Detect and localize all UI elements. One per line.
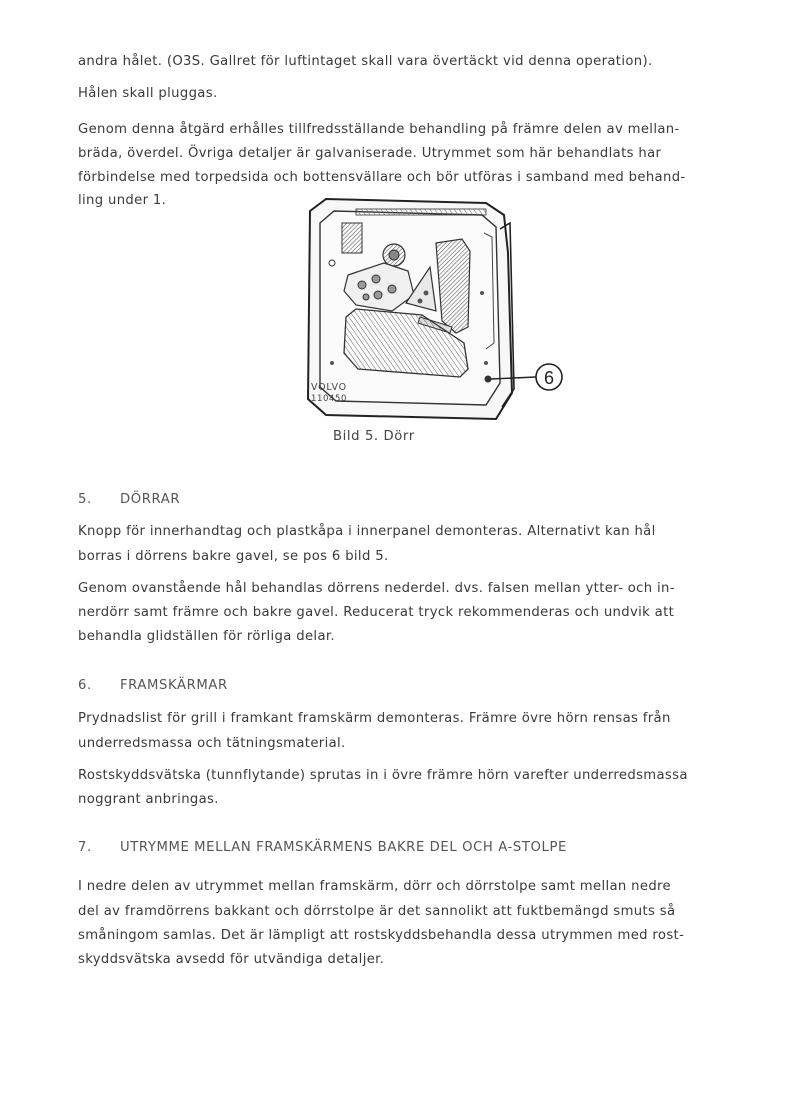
section-number: 5. (78, 492, 92, 507)
intro-line: Genom denna åtgärd erhålles tillfredsställande behandling på främre delen av mellan- (78, 122, 680, 137)
section-title: UTRYMME MELLAN FRAMSKÄRMENS BAKRE DEL OCH A-STOLPE (120, 840, 567, 855)
paragraph-line: I nedre delen av utrymmet mellan framskärm, dörr och dörrstolpe samt mellan nedre (78, 879, 671, 894)
intro-line: andra hålet. (O3S. Gallret för luftintaget skall vara övertäckt vid denna operation). (78, 54, 653, 69)
section-number: 7. (78, 840, 92, 855)
paragraph-line: nerdörr samt främre och bakre gavel. Reducerat tryck rekommenderas och undvik att (78, 605, 675, 620)
section-title: DÖRRAR (120, 492, 181, 507)
section-number: 6. (78, 678, 92, 693)
door-illustration (296, 193, 576, 429)
intro-line: Hålen skall pluggas. (78, 86, 218, 101)
section-title: FRAMSKÄRMAR (120, 678, 228, 693)
section-heading (78, 678, 228, 693)
intro-line: ling under 1. (78, 193, 167, 208)
paragraph-line: noggrant anbringas. (78, 792, 219, 807)
section-heading (78, 492, 180, 507)
paragraph-line: Knopp för innerhandtag och plastkåpa i innerpanel demonteras. Alternativt kan hål (78, 524, 656, 539)
paragraph-line: borras i dörrens bakre gavel, se pos 6 bild 5. (78, 549, 389, 564)
paragraph-line: Genom ovanstående hål behandlas dörrens nederdel. dvs. falsen mellan ytter- och in- (78, 581, 675, 596)
door-drawing (296, 193, 576, 429)
paragraph-line: småningom samlas. Det är lämpligt att rostskyddsbehandla dessa utrymmen med rost- (78, 928, 685, 943)
paragraph-line: skyddsvätska avsedd för utvändiga detaljer. (78, 952, 385, 967)
paragraph-line: underredsmassa och tätningsmaterial. (78, 736, 346, 751)
section-heading (78, 840, 567, 855)
paragraph-line: Prydnadslist för grill i framkant framskärm demonteras. Främre övre hörn rensas från (78, 711, 671, 726)
figure-caption: Bild 5. Dörr (333, 429, 415, 444)
paragraph-line: del av framdörrens bakkant och dörrstolpe är det sannolikt att fuktbemängd smuts så (78, 904, 676, 919)
callout-number: 6 (543, 368, 555, 388)
intro-line: bräda, överdel. Övriga detaljer är galvaniserade. Utrymmet som här behandlats har (78, 146, 662, 161)
paragraph-line: behandla glidställen för rörliga delar. (78, 629, 335, 644)
figure-code: 110450 (311, 394, 348, 404)
paragraph-line: Rostskyddsvätska (tunnflytande) sprutas in i övre främre hörn varefter underredsmassa (78, 768, 688, 783)
intro-line: förbindelse med torpedsida och bottensvällare och bör utföras i samband med behand- (78, 170, 686, 185)
figure-brand: VOLVO (311, 382, 347, 393)
